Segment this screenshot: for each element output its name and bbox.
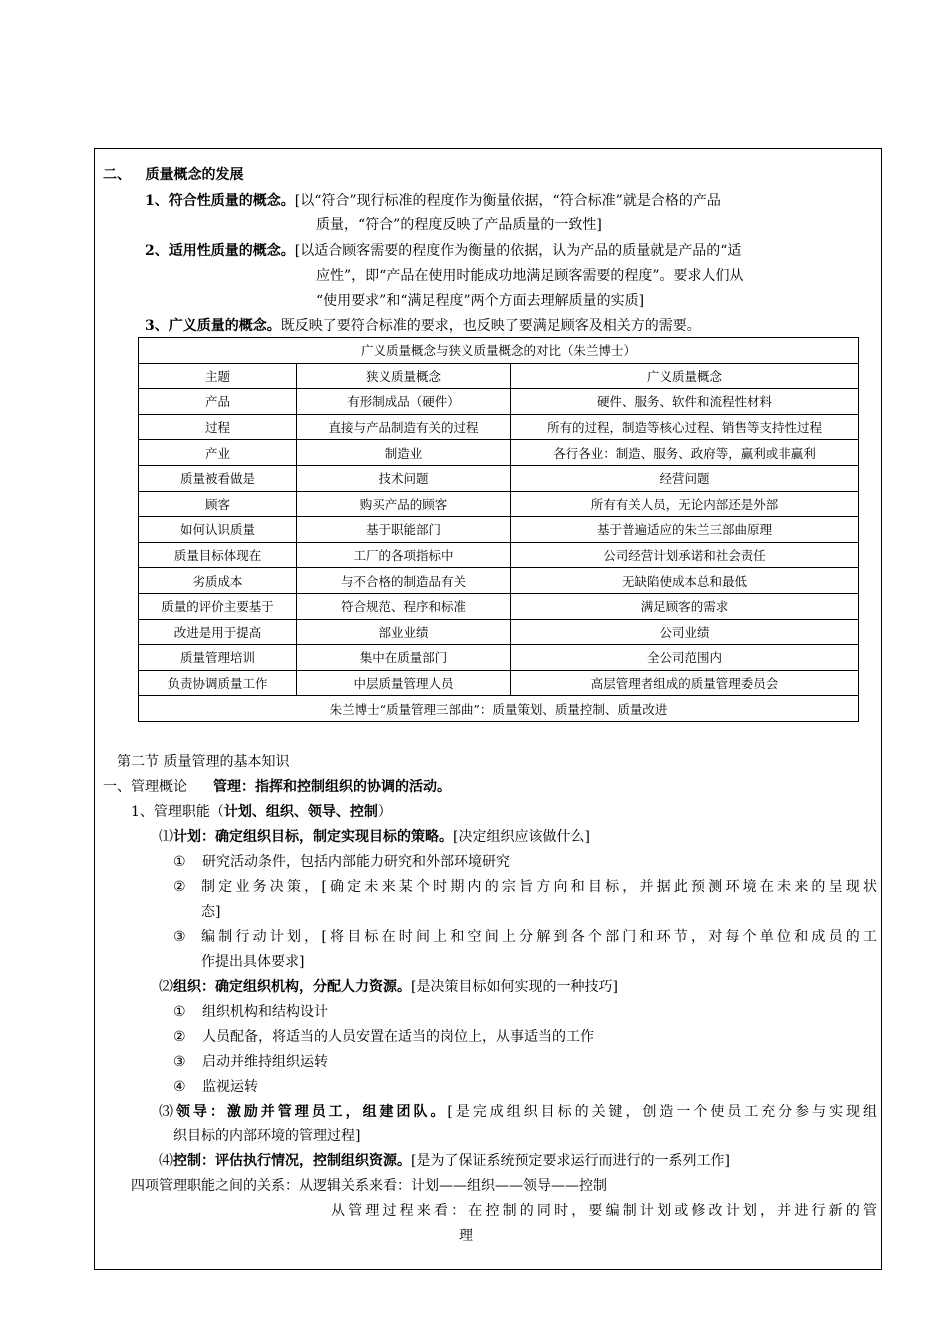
organize-item-1-text: 组织机构和结构设计 bbox=[202, 1004, 329, 1020]
table-row bbox=[139, 619, 859, 645]
functions-relation-logic: 四项管理职能之间的关系：从逻辑关系来看：计划——组织——领导——控制 bbox=[131, 1178, 607, 1194]
lead-definition: 领导：激励并管理员工，组建团队。 bbox=[175, 1104, 448, 1120]
plan-item-3-number: ③ bbox=[173, 929, 186, 945]
control-line bbox=[159, 1151, 730, 1171]
table-cell-topic: 产业 bbox=[139, 440, 297, 466]
table-header-broad: 广义质量概念 bbox=[511, 363, 859, 389]
table-cell-topic: 质量的评价主要基于 bbox=[139, 593, 297, 619]
table-cell-broad: 无缺陷使成本总和最低 bbox=[511, 568, 859, 594]
plan-note: [决定组织应该做什么] bbox=[453, 829, 590, 845]
table-header-row bbox=[139, 363, 859, 389]
organize-item-2 bbox=[173, 1027, 594, 1047]
concept-2-text-c: “使用要求”和“满足程度”两个方面去理解质量的实质] bbox=[316, 293, 645, 309]
management-functions-line bbox=[131, 802, 392, 822]
functions-prefix: 1、管理职能（ bbox=[131, 804, 224, 820]
concept-2-text-b: 应性”，即“产品在使用时能成功地满足顾客需要的程度”。要求人们从 bbox=[316, 268, 744, 284]
plan-definition: 计划：确定组织目标，制定实现目标的策略。 bbox=[173, 829, 453, 845]
table-row bbox=[139, 645, 859, 671]
table-row bbox=[139, 517, 859, 543]
plan-item-1-text: 研究活动条件，包括内部能力研究和外部环境研究 bbox=[202, 854, 511, 870]
table-cell-broad: 各行各业：制造、服务、政府等，赢利或非赢利 bbox=[511, 440, 859, 466]
organize-item-4-number: ④ bbox=[173, 1079, 186, 1095]
concept-1-text-a: [以“符合”现行标准的程度作为衡量依据，“符合标准”就是合格的产品 bbox=[294, 193, 721, 209]
table-cell-broad: 全公司范围内 bbox=[511, 645, 859, 671]
concept-3-label: 3、广义质量的概念。 bbox=[145, 318, 281, 334]
table-cell-narrow: 有形制成品（硬件） bbox=[297, 389, 511, 415]
functions-relation-process: 从管理过程来看：在控制的同时，要编制计划或修改计划，并进行新的管 bbox=[331, 1203, 877, 1219]
table-cell-narrow: 与不合格的制造品有关 bbox=[297, 568, 511, 594]
control-number: ⑷ bbox=[159, 1153, 173, 1169]
concept-1-text-b: 质量，“符合”的程度反映了产品质量的一致性] bbox=[316, 217, 602, 233]
organize-line bbox=[159, 977, 618, 997]
organize-item-2-text: 人员配备，将适当的人员安置在适当的岗位上，从事适当的工作 bbox=[202, 1029, 595, 1045]
table-cell-broad: 高层管理者组成的质量管理委员会 bbox=[511, 670, 859, 696]
plan-item-3-text-a: 编制行动计划，[将目标在时间上和空间上分解到各个部门和环节，对每个单位和成员的工 bbox=[201, 929, 877, 945]
concept-2-text-a: [以适合顾客需要的程度作为衡量的依据，认为产品的质量就是产品的“适 bbox=[294, 243, 742, 259]
plan-number: ⑴ bbox=[159, 829, 173, 845]
table-row bbox=[139, 491, 859, 517]
table-footer: 朱兰博士“质量管理三部曲”：质量策划、质量控制、质量改进 bbox=[139, 696, 859, 722]
organize-item-3 bbox=[173, 1052, 328, 1072]
plan-item-2-number: ② bbox=[173, 879, 186, 895]
table-row bbox=[139, 389, 859, 415]
table-cell-topic: 过程 bbox=[139, 414, 297, 440]
table-cell-narrow: 工厂的各项指标中 bbox=[297, 542, 511, 568]
table-cell-narrow: 部业业绩 bbox=[297, 619, 511, 645]
table-cell-broad: 公司经营计划承诺和社会责任 bbox=[511, 542, 859, 568]
management-concept-line bbox=[103, 777, 451, 797]
table-cell-topic: 改进是用于提高 bbox=[139, 619, 297, 645]
table-title-row bbox=[139, 338, 859, 364]
table-cell-narrow: 制造业 bbox=[297, 440, 511, 466]
organize-item-3-number: ③ bbox=[173, 1054, 186, 1070]
organize-item-3-text: 启动并维持组织运转 bbox=[202, 1054, 329, 1070]
table-cell-broad: 公司业绩 bbox=[511, 619, 859, 645]
table-cell-broad: 基于普遍适应的朱兰三部曲原理 bbox=[511, 517, 859, 543]
organize-item-4-text: 监视运转 bbox=[202, 1079, 259, 1095]
section-heading-number: 二、 bbox=[103, 167, 131, 183]
plan-item-2-text-b: 态] bbox=[201, 904, 221, 920]
control-definition: 控制：评估执行情况，控制组织资源。 bbox=[173, 1153, 411, 1169]
management-definition: 管理：指挥和控制组织的协调的活动。 bbox=[213, 779, 451, 795]
section-heading-title: 质量概念的发展 bbox=[145, 167, 244, 183]
plan-item-2-text-a: 制定业务决策，[确定未来某个时期内的宗旨方向和目标，并据此预测环境在未来的呈现状 bbox=[201, 879, 877, 895]
lead-note-a: [是完成组织目标的关键，创造一个使员工充分参与实现组 bbox=[447, 1104, 878, 1120]
table-title: 广义质量概念与狭义质量概念的对比（朱兰博士） bbox=[139, 338, 859, 364]
table-row bbox=[139, 670, 859, 696]
table-cell-broad: 满足顾客的需求 bbox=[511, 593, 859, 619]
table-row bbox=[139, 542, 859, 568]
table-row bbox=[139, 568, 859, 594]
table-cell-narrow: 购买产品的顾客 bbox=[297, 491, 511, 517]
table-cell-topic: 劣质成本 bbox=[139, 568, 297, 594]
quality-comparison-table bbox=[138, 337, 859, 722]
functions-relation-process-cont: 理 bbox=[459, 1228, 473, 1244]
lead-number: ⑶ bbox=[159, 1104, 176, 1120]
table-cell-broad: 所有的过程，制造等核心过程、销售等支持性过程 bbox=[511, 414, 859, 440]
organize-number: ⑵ bbox=[159, 979, 173, 995]
plan-item-1 bbox=[173, 852, 510, 872]
concept-1-label: 1、符合性质量的概念。 bbox=[145, 193, 295, 209]
concept-1-line-a bbox=[145, 191, 721, 211]
table-cell-broad: 硬件、服务、软件和流程性材料 bbox=[511, 389, 859, 415]
table-cell-topic: 质量管理培训 bbox=[139, 645, 297, 671]
table-cell-broad: 经营问题 bbox=[511, 465, 859, 491]
organize-item-4 bbox=[173, 1077, 258, 1097]
table-cell-narrow: 集中在质量部门 bbox=[297, 645, 511, 671]
table-row bbox=[139, 465, 859, 491]
table-cell-narrow: 技术问题 bbox=[297, 465, 511, 491]
section-heading bbox=[103, 165, 243, 185]
plan-item-1-number: ① bbox=[173, 854, 186, 870]
table-cell-topic: 质量被看做是 bbox=[139, 465, 297, 491]
table-cell-narrow: 基于职能部门 bbox=[297, 517, 511, 543]
organize-item-1-number: ① bbox=[173, 1004, 186, 1020]
functions-suffix: ） bbox=[377, 804, 392, 820]
organize-item-1 bbox=[173, 1002, 328, 1022]
section-2-title: 第二节 质量管理的基本知识 bbox=[117, 754, 290, 770]
table-cell-narrow: 符合规范、程序和标准 bbox=[297, 593, 511, 619]
table-cell-topic: 顾客 bbox=[139, 491, 297, 517]
table-header-narrow: 狭义质量概念 bbox=[297, 363, 511, 389]
concept-3-text: 既反映了要符合标准的要求，也反映了要满足顾客及相关方的需要。 bbox=[280, 318, 701, 334]
control-note: [是为了保证系统预定要求运行而进行的一系列工作] bbox=[411, 1153, 730, 1169]
table-cell-broad: 所有有关人员，无论内部还是外部 bbox=[511, 491, 859, 517]
table-footer-row bbox=[139, 696, 859, 722]
plan-item-3-text-b: 作提出具体要求] bbox=[201, 954, 305, 970]
organize-definition: 组织：确定组织机构，分配人力资源。 bbox=[173, 979, 411, 995]
table-cell-topic: 产品 bbox=[139, 389, 297, 415]
table-header-topic: 主题 bbox=[139, 363, 297, 389]
lead-line bbox=[159, 1102, 877, 1122]
table-row bbox=[139, 593, 859, 619]
table-cell-narrow: 中层质量管理人员 bbox=[297, 670, 511, 696]
organize-item-2-number: ② bbox=[173, 1029, 186, 1045]
concept-2-label: 2、适用性质量的概念。 bbox=[145, 243, 295, 259]
table-row bbox=[139, 414, 859, 440]
table-cell-topic: 如何认识质量 bbox=[139, 517, 297, 543]
table-row bbox=[139, 440, 859, 466]
concept-2-line-a bbox=[145, 241, 741, 261]
management-concept-prefix: 一、管理概论 bbox=[103, 779, 187, 795]
table-cell-narrow: 直接与产品制造有关的过程 bbox=[297, 414, 511, 440]
plan-line bbox=[159, 827, 590, 847]
concept-3-line bbox=[145, 316, 701, 336]
organize-note: [是决策目标如何实现的一种技巧] bbox=[411, 979, 618, 995]
table-cell-topic: 负责协调质量工作 bbox=[139, 670, 297, 696]
lead-note-b: 织目标的内部环境的管理过程] bbox=[173, 1128, 361, 1144]
functions-list: 计划、组织、领导、控制 bbox=[223, 804, 378, 820]
table-cell-topic: 质量目标体现在 bbox=[139, 542, 297, 568]
